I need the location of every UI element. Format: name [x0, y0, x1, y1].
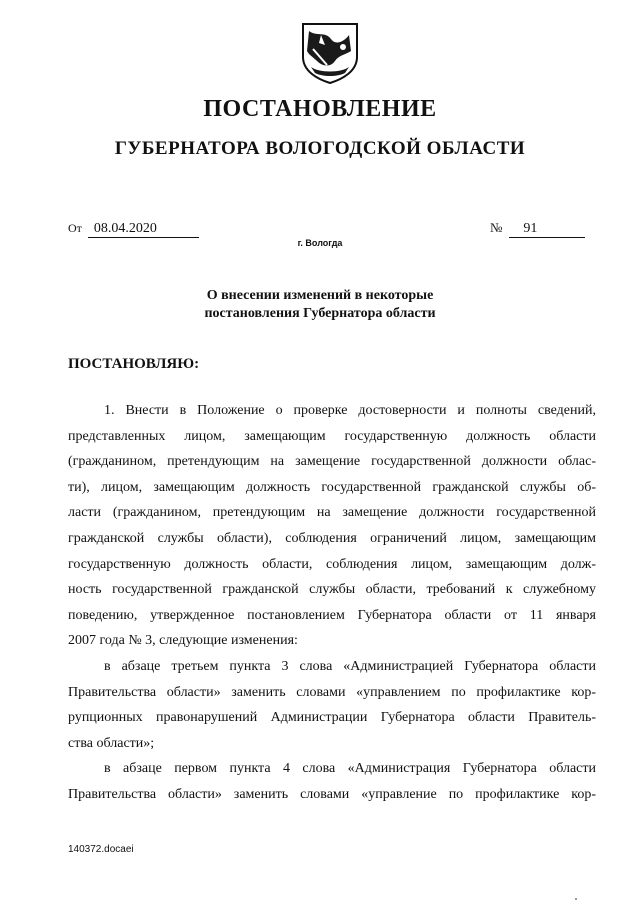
paragraph-2	[68, 654, 596, 756]
document-title: ПОСТАНОВЛЕНИЕ	[203, 96, 437, 122]
decree-heading: ПОСТАНОВЛЯЮ:	[68, 356, 200, 372]
document-subject	[0, 287, 640, 323]
document-file-id: 140372.docaei	[68, 844, 134, 855]
text-line: ность государственной гражданской службы области, требований к служебному	[68, 582, 596, 598]
coat-of-arms-icon	[299, 21, 361, 85]
scan-artifact	[575, 898, 577, 900]
number-prefix: №	[490, 220, 503, 235]
text-line: 2007 года № 3, следующие изменения:	[68, 633, 298, 649]
text-line: государственную должность области, соблюдения лицом, замещающим долж-	[68, 556, 596, 572]
paragraph-1	[68, 398, 596, 654]
document-issuer: ГУБЕРНАТОРА ВОЛОГОДСКОЙ ОБЛАСТИ	[114, 138, 526, 159]
paragraph-3	[68, 756, 596, 807]
text-line: ти), лицом, замещающим должность государственной гражданской службы об-	[68, 479, 596, 495]
text-line: Правительства области» заменить словами «управление по профилактике кор-	[68, 786, 596, 802]
text-line: поведению, утвержденное постановлением Губернатора области от 11 января	[68, 607, 596, 623]
document-number: 91	[509, 221, 585, 238]
text-line: в абзаце первом пункта 4 слова «Администрация Губернатора области	[104, 761, 596, 777]
text-line: (гражданином, претендующим на замещение государственной должности облас-	[68, 454, 596, 470]
text-line: ласти (гражданином, претендующим на замещение должности государственной	[68, 505, 596, 521]
date-field	[68, 219, 199, 239]
city-label: г. Вологда	[297, 238, 343, 248]
number-field	[490, 219, 585, 239]
text-line: представленных лицом, замещающим государственную должность области	[68, 428, 596, 444]
subject-line: О внесении изменений в некоторые	[206, 288, 434, 303]
date-prefix: От	[68, 221, 82, 235]
text-line: гражданской службы области), соблюдения ограничений лицом, замещающим	[68, 530, 596, 546]
document-body	[68, 398, 596, 808]
subject-line: постановления Губернатора области	[204, 306, 436, 321]
text-line: 1. Внести в Положение о проверке достоверности и полноты сведений,	[104, 403, 596, 418]
text-line: ства области»;	[68, 735, 155, 751]
document-date: 08.04.2020	[88, 221, 199, 238]
text-line: в абзаце третьем пункта 3 слова «Администрацией Губернатора области	[104, 658, 596, 674]
text-line: рупционных правонарушений Администрации Губернатора области Правитель-	[68, 710, 596, 726]
text-line: Правительства области» заменить словами «управлением по профилактике кор-	[68, 684, 596, 700]
